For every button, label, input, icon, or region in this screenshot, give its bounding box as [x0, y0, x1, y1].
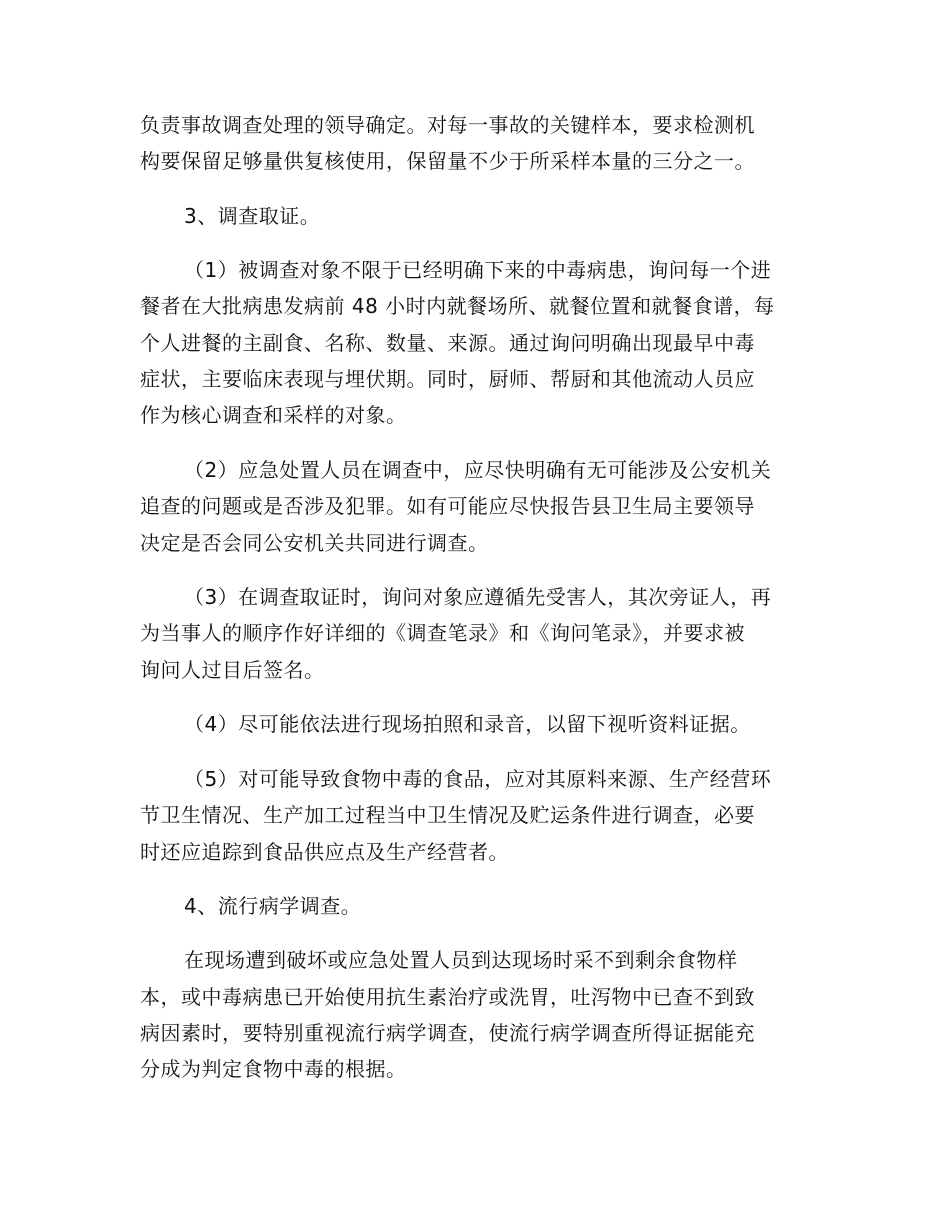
paragraph-line: 节卫生情况、生产加工过程当中卫生情况及贮运条件进行调查，必要	[140, 803, 755, 827]
paragraph-line: 负责事故调查处理的领导确定。对每一事故的关键样本，要求检测机	[140, 113, 755, 137]
section-heading: 4、流行病学调查。	[184, 894, 362, 918]
paragraph-line: （4）尽可能依法进行现场拍照和录音，以留下视听资料证据。	[184, 712, 751, 736]
paragraph-line: 分成为判定食物中毒的根据。	[140, 1057, 407, 1081]
paragraph-line: 构要保留足够量供复核使用，保留量不少于所采样本量的三分之一。	[140, 149, 755, 173]
section-heading: 3、调查取证。	[184, 204, 321, 228]
paragraph-line: 时还应追踪到食品供应点及生产经营者。	[140, 840, 509, 864]
paragraph-line: 病因素时，要特别重视流行病学调查，使流行病学调查所得证据能充	[140, 1021, 755, 1045]
paragraph-line: 餐者在大批病患发病前 48 小时内就餐场所、就餐位置和就餐食谱，每	[140, 294, 775, 318]
paragraph-line: 追查的问题或是否涉及犯罪。如有可能应尽快报告县卫生局主要领导	[140, 494, 755, 518]
paragraph-line: 作为核心调查和采样的对象。	[140, 403, 407, 427]
paragraph-line: （5）对可能导致食物中毒的食品，应对其原料来源、生产经营环	[184, 767, 772, 791]
paragraph-line: 个人进餐的主副食、名称、数量、来源。通过询问明确出现最早中毒	[140, 331, 755, 355]
paragraph-line: 本，或中毒病患已开始使用抗生素治疗或洗胃，吐泻物中已查不到致	[140, 985, 755, 1009]
paragraph-line: 为当事人的顺序作好详细的《调查笔录》和《询问笔录》，并要求被	[140, 621, 745, 645]
paragraph-line: （3）在调查取证时，询问对象应遵循先受害人，其次旁证人，再	[184, 585, 772, 609]
paragraph-line: 症状，主要临床表现与埋伏期。同时，厨师、帮厨和其他流动人员应	[140, 367, 755, 391]
paragraph-line: 询问人过目后签名。	[140, 658, 325, 682]
paragraph-line: 决定是否会同公安机关共同进行调查。	[140, 531, 489, 555]
paragraph-line: （2）应急处置人员在调查中，应尽快明确有无可能涉及公安机关	[184, 458, 772, 482]
paragraph-line: 在现场遭到破坏或应急处置人员到达现场时采不到剩余食物样	[184, 948, 738, 972]
paragraph-line: （1）被调查对象不限于已经明确下来的中毒病患，询问每一个进	[184, 258, 772, 282]
